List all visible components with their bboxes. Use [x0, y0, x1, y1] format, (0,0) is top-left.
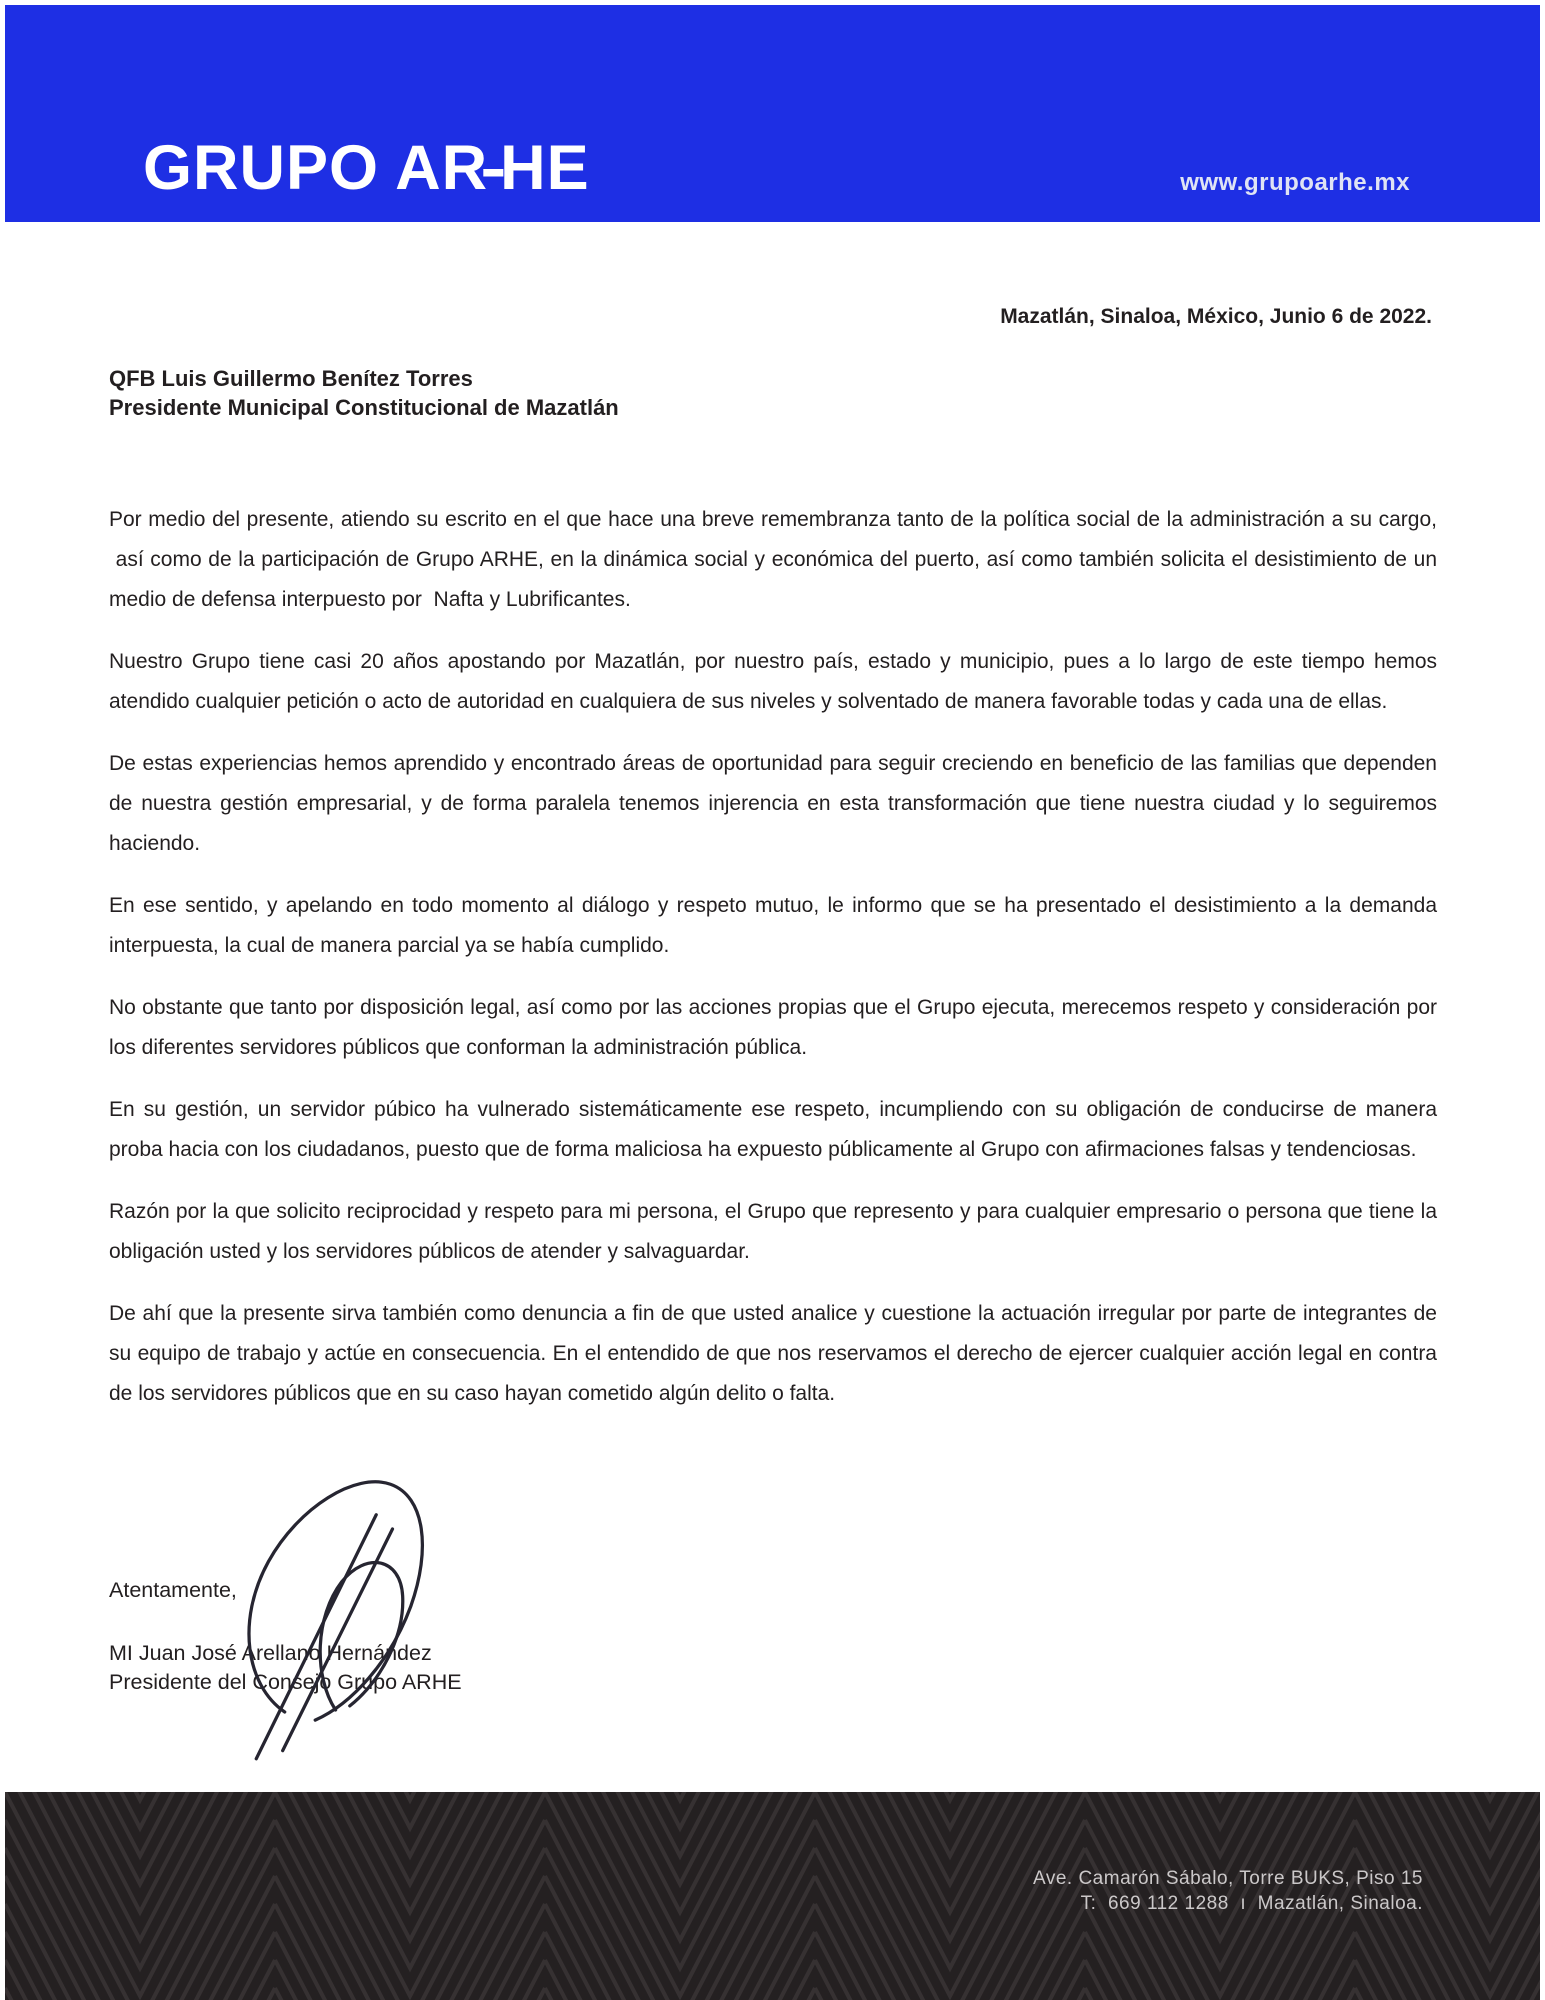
letter-date: Mazatlán, Sinaloa, México, Junio 6 de 2022.: [1000, 305, 1432, 328]
letter-body: [109, 500, 1437, 1436]
paragraph-5: No obstante que tanto por disposición legal, así como por las acciones propias que el Grupo ejecuta, merecemos respeto y consideración por los diferentes servidores públicos que conforman la administración pública.: [109, 996, 1437, 1059]
signer-title: Presidente del Consejo Grupo ARHE: [109, 1670, 462, 1694]
paragraph-3: De estas experiencias hemos aprendido y encontrado áreas de oportunidad para seguir creciendo en beneficio de las familias que dependen de nuestra gestión empresarial, y de forma paralela tenemos injerencia en esta transformación que tiene nuestra ciudad y lo seguiremos haciendo.: [109, 752, 1437, 855]
footer-band: [5, 1792, 1540, 2000]
closing-salutation: Atentamente,: [109, 1578, 237, 1602]
closing-block: [109, 1577, 462, 1697]
logo-text-right: HE: [500, 133, 590, 203]
footer-phone-location: T: 669 112 1288 ı Mazatlán, Sinaloa.: [1080, 1893, 1423, 1914]
paragraph-1: Por medio del presente, atiendo su escrito en el que hace una breve remembranza tanto de la política social de la administración a su cargo, así como de la participación de Grupo ARHE, en la dinámica social y económica del puerto, así como también solicita el desistimiento de un medio de defensa interpuesto por Nafta y Lubrificantes.: [109, 508, 1437, 611]
logo-text-left: GRUPO AR: [143, 133, 489, 203]
paragraph-8: De ahí que la presente sirva también como denuncia a fin de que usted analice y cuestione la actuación irregular por parte de integrantes de su equipo de trabajo y actúe en consecuencia. En el entendido de que nos reservamos el derecho de ejercer cualquier acción legal en contra de los servidores públicos que en su caso hayan cometido algún delito o falta.: [109, 1302, 1437, 1405]
recipient-name: QFB Luis Guillermo Benítez Torres: [109, 366, 473, 391]
paragraph-7: Razón por la que solicito reciprocidad y respeto para mi persona, el Grupo que represento y para cualquier empresario o persona que tiene la obligación usted y los servidores públicos de atender y salvaguardar.: [109, 1200, 1437, 1263]
recipient-title: Presidente Municipal Constitucional de Mazatlán: [109, 395, 619, 420]
paragraph-6: En su gestión, un servidor púbico ha vulnerado sistemáticamente ese respeto, incumpliendo con su obligación de conducirse de manera proba hacia con los ciudadanos, puesto que de forma maliciosa ha expuesto públicamente al Grupo con afirmaciones falsas y tendenciosas.: [109, 1098, 1437, 1161]
paragraph-2: Nuestro Grupo tiene casi 20 años apostando por Mazatlán, por nuestro país, estado y municipio, pues a lo largo de este tiempo hemos atendido cualquier petición o acto de autoridad en cualquiera de sus niveles y solventado de manera favorable todas y cada una de ellas.: [109, 650, 1437, 713]
letterhead-band: [5, 5, 1540, 222]
company-logo: [143, 133, 590, 203]
signer-name: MI Juan José Arellano Hernández: [109, 1641, 432, 1665]
logo-dash: -: [480, 133, 508, 203]
recipient-block: [109, 364, 619, 422]
paragraph-4: En ese sentido, y apelando en todo momento al diálogo y respeto mutuo, le informo que se ha presentado el desistimiento a la demanda interpuesta, la cual de manera parcial ya se había cumplido.: [109, 894, 1437, 957]
footer-address: Ave. Camarón Sábalo, Torre BUKS, Piso 15: [1033, 1868, 1423, 1889]
website-url: www.grupoarhe.mx: [1180, 169, 1410, 197]
footer-contact-block: [1033, 1866, 1423, 1916]
